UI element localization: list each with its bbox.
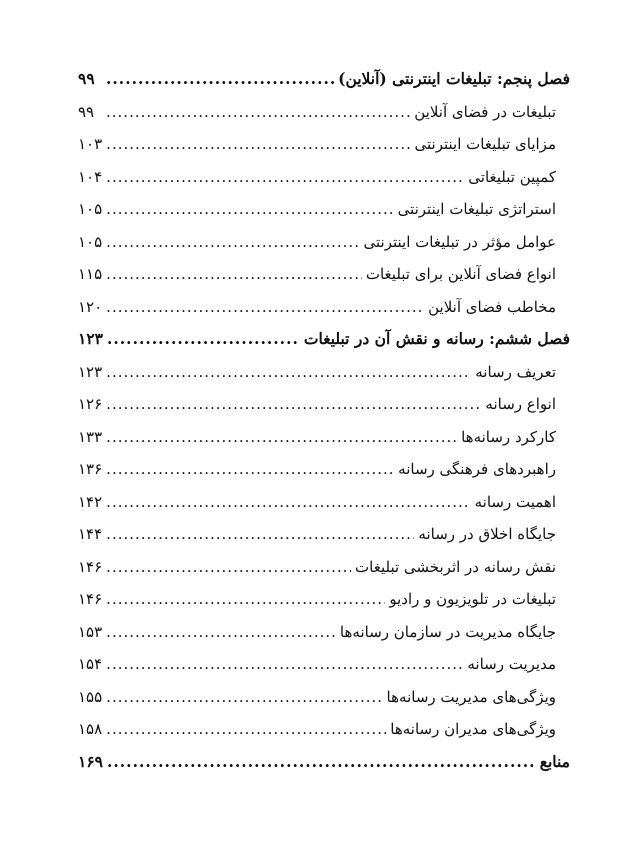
toc-entry-title: ویژگی‌های مدیران رسانه‌ها xyxy=(390,720,556,738)
toc-page-number: ۱۵۴ xyxy=(78,655,103,673)
toc-section-entry xyxy=(78,616,570,649)
toc-dot-leader xyxy=(106,388,481,421)
toc-dot-leader xyxy=(106,551,351,584)
toc-section-entry xyxy=(78,583,570,616)
toc-dot-leader xyxy=(106,681,382,714)
toc-dot-leader xyxy=(106,128,410,161)
toc-page-number: ۱۶۹ xyxy=(78,751,103,771)
toc-page-number: ۱۳۳ xyxy=(78,427,103,446)
toc-page-number: ۱۰۴ xyxy=(78,167,103,186)
toc-dot-leader xyxy=(106,258,362,291)
toc-page-number: ۱۲۳ xyxy=(78,329,103,348)
toc-page-number: ۱۲۳ xyxy=(78,362,103,381)
toc-entry-title: مخاطب فضای آنلاین xyxy=(428,297,556,316)
toc-dot-leader xyxy=(106,193,393,226)
toc-entry-title: جایگاه اخلاق در رسانه xyxy=(418,525,556,543)
toc-section-entry xyxy=(78,388,570,421)
toc-entry-title: تعریف رسانه xyxy=(475,362,556,381)
toc-dot-leader xyxy=(106,226,359,259)
toc-section-entry xyxy=(78,681,570,714)
toc-dot-leader xyxy=(106,713,386,746)
toc-page-number: ۱۰۵ xyxy=(78,232,103,251)
toc-page-number: ۹۹ xyxy=(78,102,95,121)
toc-section-entry xyxy=(78,486,570,519)
toc-page-number: ۱۳۶ xyxy=(78,460,103,478)
toc-dot-leader xyxy=(106,486,470,519)
toc-section-entry xyxy=(78,453,570,486)
toc-page-number: ۱۴۶ xyxy=(78,557,103,576)
toc-page-number: ۱۴۲ xyxy=(78,492,103,511)
toc-dot-leader xyxy=(106,583,385,616)
toc-entry-title: کمپین تبلیغاتی xyxy=(468,167,556,186)
toc-section-entry xyxy=(78,421,570,454)
toc-page-number: ۱۱۵ xyxy=(78,265,103,283)
toc-section-entry xyxy=(78,551,570,584)
toc-entry-title: ویژگی‌های مدیریت رسانه‌ها xyxy=(386,687,556,706)
toc-dot-leader xyxy=(106,616,336,649)
toc-entry-title: استراتژی تبلیغات اینترنتی xyxy=(397,200,556,218)
toc-dot-leader xyxy=(106,453,394,486)
toc-section-entry xyxy=(78,161,570,194)
toc-entry-title: مزایای تبلیغات اینترنتی xyxy=(414,135,556,153)
toc-section-entry xyxy=(78,258,570,291)
toc-dot-leader xyxy=(106,63,334,96)
toc-entry-title: فصل ششم: رسانه و نقش آن در تبلیغات xyxy=(303,329,570,348)
toc-page-number: ۱۴۴ xyxy=(78,525,103,543)
toc-page-number: ۱۵۵ xyxy=(78,687,103,706)
toc-dot-leader xyxy=(106,648,463,681)
toc-section-entry xyxy=(78,713,570,746)
toc-entry-title: جایگاه مدیریت در سازمان رسانه‌ها xyxy=(339,622,556,641)
toc-entry-title: مدیریت رسانه xyxy=(467,655,556,673)
toc-entry-title: راهبردهای فرهنگی رسانه xyxy=(398,460,556,478)
toc-page-number: ۱۲۶ xyxy=(78,395,103,413)
toc-dot-leader xyxy=(107,323,300,356)
toc-chapter-entry xyxy=(78,323,570,356)
toc-section-entry xyxy=(78,291,570,324)
toc-entry-title: تبلیغات در تلویزیون و رادیو xyxy=(389,590,556,608)
toc-page-number: ۱۰۳ xyxy=(78,135,103,153)
toc-section-entry xyxy=(78,648,570,681)
toc-section-entry xyxy=(78,356,570,389)
toc-chapter-entry xyxy=(78,63,570,96)
toc-entry-title: انواع فضای آنلاین برای تبلیغات xyxy=(365,265,556,283)
toc-entry-title: اهمیت رسانه xyxy=(474,492,556,511)
toc-dot-leader xyxy=(106,291,424,324)
toc-entry-title: انواع رسانه xyxy=(485,395,556,413)
toc-section-entry xyxy=(78,518,570,551)
toc-dot-leader xyxy=(106,356,471,389)
toc-section-entry xyxy=(78,193,570,226)
toc-dot-leader xyxy=(106,96,410,129)
table-of-contents xyxy=(78,63,570,778)
toc-entry-title: عوامل مؤثر در تبلیغات اینترنتی xyxy=(363,232,556,251)
toc-dot-leader xyxy=(106,421,457,454)
toc-dot-leader xyxy=(106,518,414,551)
toc-section-entry xyxy=(78,128,570,161)
toc-page-number: ۱۴۶ xyxy=(78,590,103,608)
toc-dot-leader xyxy=(106,161,464,194)
toc-entry-title: تبلیغات در فضای آنلاین xyxy=(414,102,556,121)
toc-section-entry xyxy=(78,226,570,259)
toc-entry-title: منابع xyxy=(539,751,570,771)
toc-page-number: ۱۵۸ xyxy=(78,720,103,738)
toc-page-number: ۱۰۵ xyxy=(78,200,103,218)
toc-chapter-entry xyxy=(78,746,570,779)
toc-section-entry xyxy=(78,96,570,129)
toc-entry-title: فصل پنجم: تبلیغات اینترنتی (آنلاین) xyxy=(338,69,570,88)
toc-page-number: ۹۹ xyxy=(78,69,95,88)
toc-page-number: ۱۵۳ xyxy=(78,622,103,641)
toc-entry-title: کارکرد رسانه‌ها xyxy=(461,427,556,446)
toc-entry-title: نقش رسانه در اثربخشی تبلیغات xyxy=(355,557,556,576)
toc-page-number: ۱۲۰ xyxy=(78,297,103,316)
toc-dot-leader xyxy=(107,746,536,779)
